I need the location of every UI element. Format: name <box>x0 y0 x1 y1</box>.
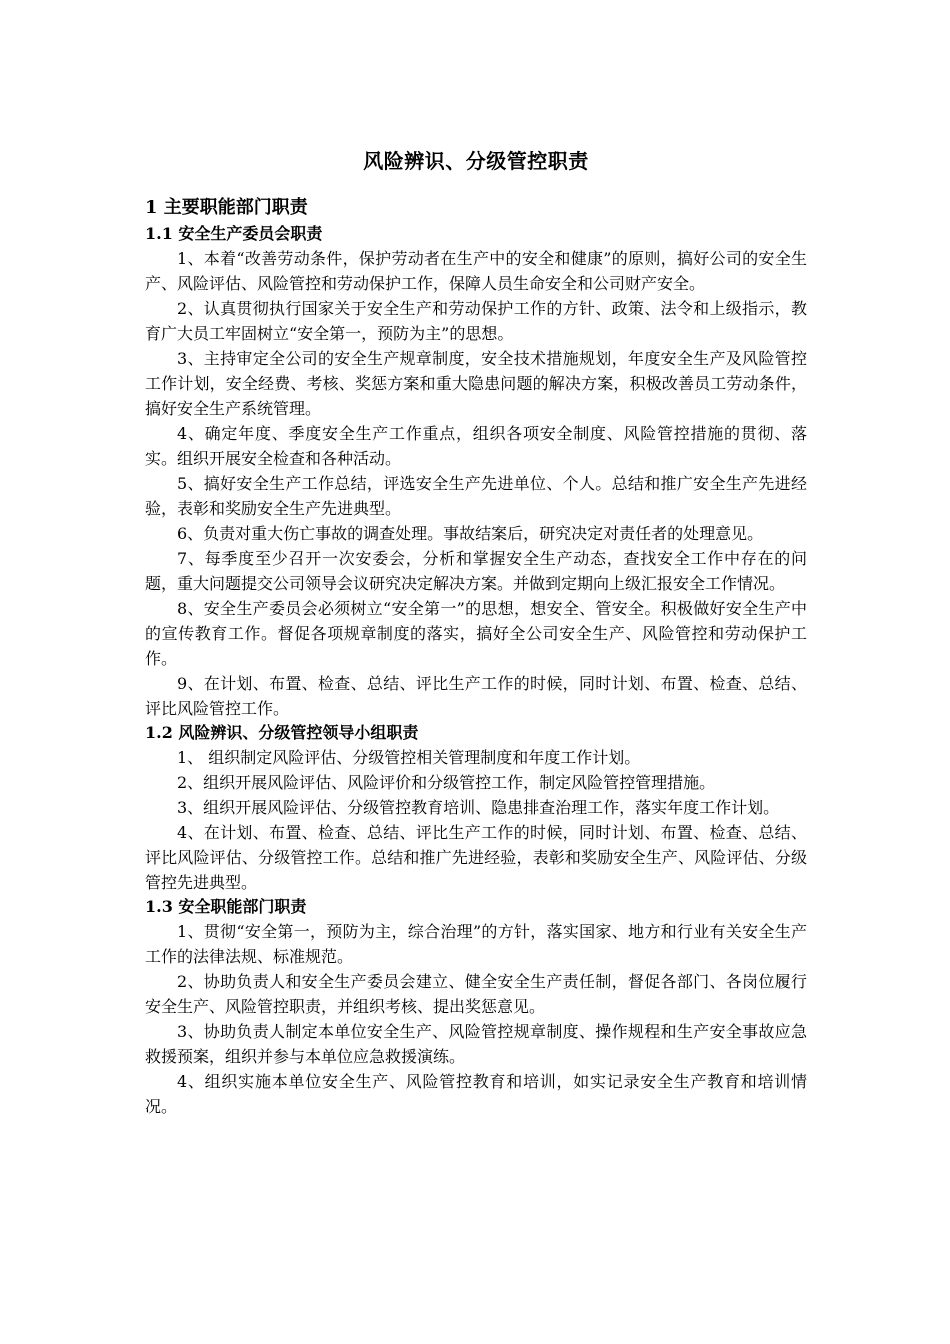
paragraph: 3、协助负责人制定本单位安全生产、风险管控规章制度、操作规程和生产安全事故应急救援预案，组织并参与本单位应急救援演练。 <box>145 1022 807 1066</box>
paragraph: 1、本着“改善劳动条件，保护劳动者在生产中的安全和健康”的原则，搞好公司的安全生产、风险评估、风险管控和劳动保护工作，保障人员生命安全和公司财产安全。 <box>145 249 807 293</box>
paragraph: 1、 组织制定风险评估、分级管控相关管理制度和年度工作计划。 <box>177 748 641 767</box>
paragraph: 3、组织开展风险评估、分级管控教育培训、隐患排查治理工作，落实年度工作计划。 <box>177 798 780 817</box>
document-title: 风险辨识、分级管控职责 <box>363 149 589 173</box>
paragraph: 5、搞好安全生产工作总结，评选安全生产先进单位、个人。总结和推广安全生产先进经验，表彰和奖励安全生产先进典型。 <box>145 474 807 518</box>
subsection-heading: 1.1 安全生产委员会职责 <box>145 224 323 243</box>
subsection-heading: 1.3 安全职能部门职责 <box>145 897 307 916</box>
paragraph: 6、负责对重大伤亡事故的调查处理。事故结案后，研究决定对责任者的处理意见。 <box>177 524 764 543</box>
paragraph: 4、在计划、布置、检查、总结、评比生产工作的时候，同时计划、布置、检查、总结、评比风险评估、分级管控工作。总结和推广先进经验，表彰和奖励安全生产、风险评估、分级管控先进典型。 <box>145 823 807 892</box>
subsection-heading: 1.2 风险辨识、分级管控领导小组职责 <box>145 723 419 742</box>
paragraph: 7、每季度至少召开一次安委会，分析和掌握安全生产动态，查找安全工作中存在的问题，重大问题提交公司领导会议研究决定解决方案。并做到定期向上级汇报安全工作情况。 <box>145 549 807 593</box>
paragraph: 4、组织实施本单位安全生产、风险管控教育和培训，如实记录安全生产教育和培训情况。 <box>145 1072 807 1116</box>
paragraph: 8、安全生产委员会必须树立“安全第一”的思想，想安全、管安全。积极做好安全生产中的宣传教育工作。督促各项规章制度的落实，搞好全公司安全生产、风险管控和劳动保护工作。 <box>145 599 807 668</box>
section-heading: 1 主要职能部门职责 <box>145 197 308 218</box>
paragraph: 2、组织开展风险评估、风险评价和分级管控工作，制定风险管控管理措施。 <box>177 773 716 792</box>
paragraph: 9、在计划、布置、检查、总结、评比生产工作的时候，同时计划、布置、检查、总结、评比风险管控工作。 <box>145 674 807 718</box>
paragraph: 2、协助负责人和安全生产委员会建立、健全安全生产责任制，督促各部门、各岗位履行安全生产、风险管控职责，并组织考核、提出奖惩意见。 <box>145 972 807 1016</box>
paragraph: 4、确定年度、季度安全生产工作重点，组织各项安全制度、风险管控措施的贯彻、落实。组织开展安全检查和各种活动。 <box>145 424 807 468</box>
document-content <box>145 146 807 1119</box>
paragraph: 3、主持审定全公司的安全生产规章制度，安全技术措施规划，年度安全生产及风险管控工作计划，安全经费、考核、奖惩方案和重大隐患问题的解决方案，积极改善员工劳动条件，搞好安全生产系统管理。 <box>145 349 807 418</box>
paragraph: 1、贯彻“安全第一，预防为主，综合治理”的方针，落实国家、地方和行业有关安全生产工作的法律法规、标准规范。 <box>145 922 807 966</box>
paragraph: 2、认真贯彻执行国家关于安全生产和劳动保护工作的方针、政策、法令和上级指示，教育广大员工牢固树立“安全第一，预防为主”的思想。 <box>145 299 807 343</box>
